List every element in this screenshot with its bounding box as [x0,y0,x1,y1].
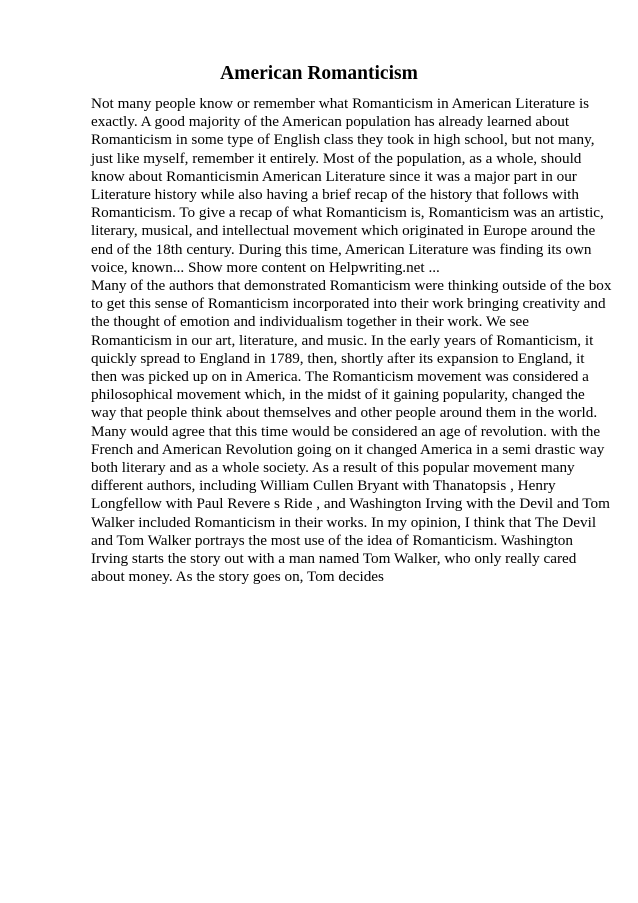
body-line: Irving starts the story out with a man named Tom Walker, who only really cared [91,550,577,568]
body-line: just like myself, remember it entirely. Most of the population, as a whole, should [91,149,582,167]
body-line: know about Romanticismin American Literature since it was a major part in our [91,167,577,185]
body-line: quickly spread to England in 1789, then, shortly after its expansion to England, it [91,349,585,367]
body-line: about money. As the story goes on, Tom decides [91,568,384,586]
body-line: end of the 18th century. During this time, American Literature was finding its own [91,240,592,258]
body-line: Romanticism in our art, literature, and music. In the early years of Romanticism, it [91,331,594,349]
body-line: Many would agree that this time would be considered an age of revolution. with the [91,422,601,440]
body-line: and Tom Walker portrays the most use of the idea of Romanticism. Washington [91,531,573,549]
body-line: Romanticism. To give a recap of what Romanticism is, Romanticism was an artistic, [91,204,604,222]
body-line: Longfellow with Paul Revere s Ride , and Washington Irving with the Devil and Tom [91,495,610,513]
body-line: philosophical movement which, in the midst of it gaining popularity, changed the [91,386,585,404]
document-body [91,95,611,586]
body-line: the thought of emotion and individualism together in their work. We see [91,313,530,331]
body-line: French and American Revolution going on it changed America in a semi drastic way [91,440,605,458]
body-line: different authors, including William Cullen Bryant with Thanatopsis , Henry [91,477,556,495]
body-line: literary, musical, and intellectual movement which originated in Europe around the [91,222,596,240]
body-line: Many of the authors that demonstrated Romanticism were thinking outside of the box [91,277,612,295]
body-line: Not many people know or remember what Romanticism in American Literature is [91,95,590,112]
body-line: Walker included Romanticism in their works. In my opinion, I think that The Devil [91,513,597,531]
body-line: both literary and as a whole society. As a result of this popular movement many [91,459,575,477]
body-line: to get this sense of Romanticism incorporated into their work bringing creativity and [91,295,606,313]
body-line: Literature history while also having a brief recap of the history that follows with [91,186,579,204]
body-line: voice, known... Show more content on Helpwriting.net ... [91,258,440,276]
body-line: then was picked up on in America. The Romanticism movement was considered a [91,368,589,386]
document-title: American Romanticism [220,63,418,84]
body-line: way that people think about themselves and other people around them in the world. [91,404,598,422]
body-line: Romanticism in some type of English class they took in high school, but not many, [91,131,595,149]
body-line: exactly. A good majority of the American population has already learned about [91,113,570,131]
